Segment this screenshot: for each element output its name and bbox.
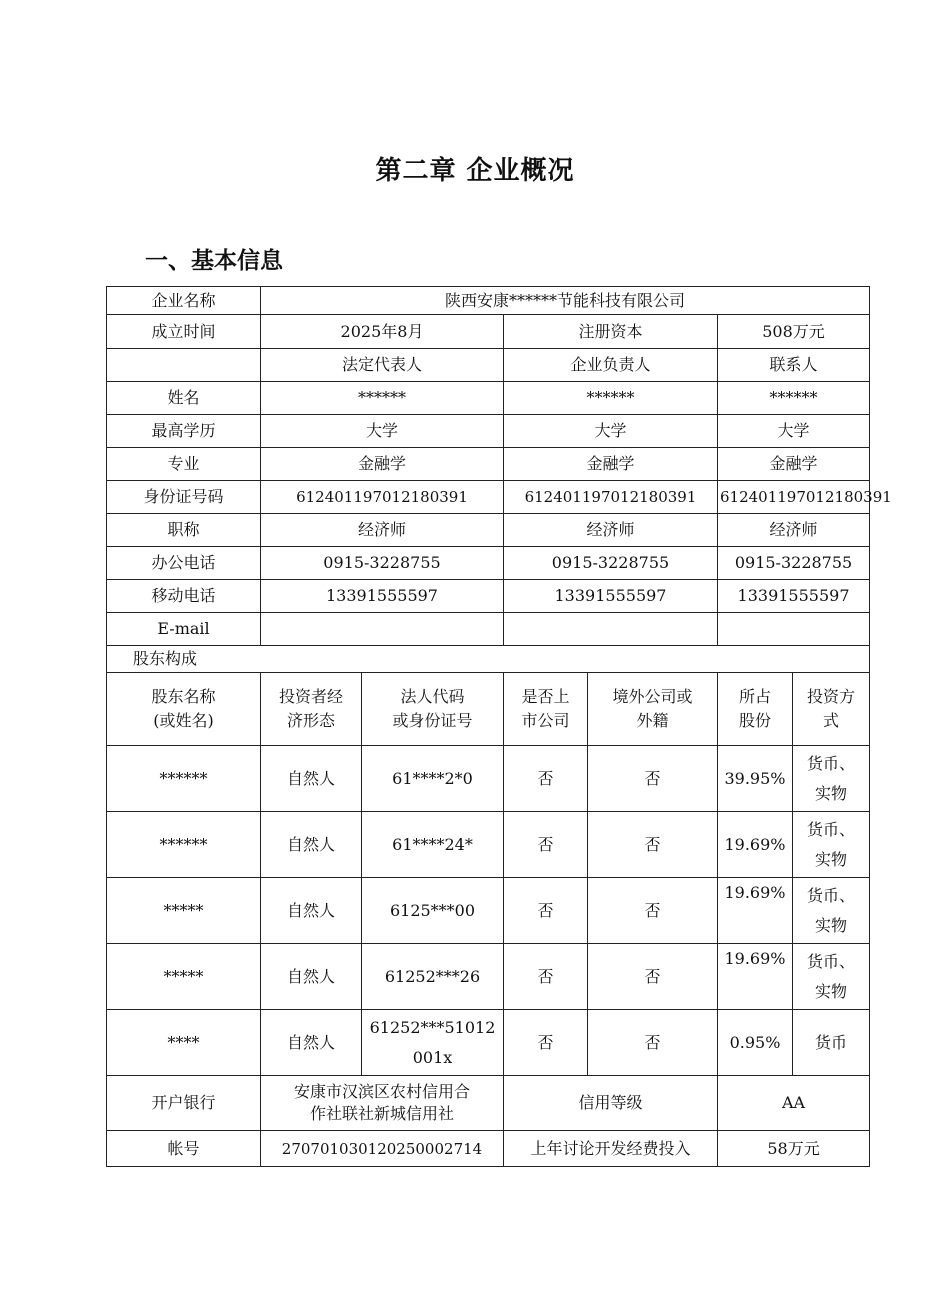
credit-value: AA	[718, 1076, 870, 1131]
contact-cell: 0915-3228755	[718, 547, 870, 580]
contact-cell: ******	[718, 382, 870, 415]
header-legal-rep: 法定代表人	[261, 349, 504, 382]
shareholder-row	[107, 746, 870, 812]
sh-name: ****	[107, 1010, 261, 1076]
sh-header-method: 投资方 式	[793, 673, 870, 746]
people-row-label: 移动电话	[107, 580, 261, 613]
people-header-row	[107, 349, 870, 382]
people-row-label: 姓名	[107, 382, 261, 415]
shareholder-row	[107, 812, 870, 878]
manager-cell: 大学	[504, 415, 718, 448]
sh-foreign: 否	[588, 1010, 718, 1076]
legal-rep-cell: ******	[261, 382, 504, 415]
legal-rep-cell: 13391555597	[261, 580, 504, 613]
bank-row	[107, 1076, 870, 1131]
sh-header-name: 股东名称 (或姓名)	[107, 673, 261, 746]
sh-foreign: 否	[588, 878, 718, 944]
shareholder-section-label: 股东构成	[107, 646, 870, 673]
people-row-label: 专业	[107, 448, 261, 481]
header-contact: 联系人	[718, 349, 870, 382]
sh-share: 0.95%	[718, 1010, 793, 1076]
company-name-value: 陕西安康******节能科技有限公司	[261, 287, 870, 315]
sh-foreign: 否	[588, 746, 718, 812]
sh-listed: 否	[504, 944, 588, 1010]
shareholder-row	[107, 1010, 870, 1076]
contact-cell: 大学	[718, 415, 870, 448]
sh-listed: 否	[504, 1010, 588, 1076]
legal-rep-cell: 经济师	[261, 514, 504, 547]
sh-type: 自然人	[261, 746, 362, 812]
rd-value: 58万元	[718, 1131, 870, 1167]
sh-name: *****	[107, 878, 261, 944]
sh-share: 19.69%	[718, 944, 793, 1010]
people-row	[107, 580, 870, 613]
capital-value: 508万元	[718, 315, 870, 349]
basic-info-table	[106, 286, 892, 1167]
credit-label: 信用等级	[504, 1076, 718, 1131]
manager-cell: 经济师	[504, 514, 718, 547]
sh-header-code: 法人代码 或身份证号	[362, 673, 504, 746]
sh-method: 货币、 实物	[793, 812, 870, 878]
sh-header-listed: 是否上 市公司	[504, 673, 588, 746]
company-name-row	[107, 287, 870, 315]
legal-rep-cell	[261, 613, 504, 646]
legal-rep-cell: 金融学	[261, 448, 504, 481]
sh-method: 货币	[793, 1010, 870, 1076]
people-row-label: 最高学历	[107, 415, 261, 448]
section-title: 一、基本信息	[145, 248, 283, 274]
manager-cell: ******	[504, 382, 718, 415]
manager-cell: 金融学	[504, 448, 718, 481]
manager-cell: 13391555597	[504, 580, 718, 613]
bank-label: 开户银行	[107, 1076, 261, 1131]
sh-method: 货币、 实物	[793, 944, 870, 1010]
sh-foreign: 否	[588, 944, 718, 1010]
account-row	[107, 1131, 870, 1167]
sh-share: 39.95%	[718, 746, 793, 812]
shareholder-section-row	[107, 646, 870, 673]
sh-name: ******	[107, 746, 261, 812]
people-row	[107, 415, 870, 448]
contact-cell: 612401197012180391	[718, 481, 870, 514]
rd-label: 上年讨论开发经费投入	[504, 1131, 718, 1167]
people-row	[107, 382, 870, 415]
sh-method: 货币、 实物	[793, 746, 870, 812]
account-label: 帐号	[107, 1131, 261, 1167]
manager-cell: 612401197012180391	[504, 481, 718, 514]
sh-listed: 否	[504, 878, 588, 944]
people-row-label: 办公电话	[107, 547, 261, 580]
sh-header-type: 投资者经 济形态	[261, 673, 362, 746]
sh-code: 6125***00	[362, 878, 504, 944]
sh-code: 61****24*	[362, 812, 504, 878]
shareholder-row	[107, 878, 870, 944]
sh-method: 货币、 实物	[793, 878, 870, 944]
header-manager: 企业负责人	[504, 349, 718, 382]
chapter-title: 第二章 企业概况	[375, 156, 575, 186]
people-row	[107, 547, 870, 580]
sh-type: 自然人	[261, 812, 362, 878]
sh-type: 自然人	[261, 1010, 362, 1076]
founded-label: 成立时间	[107, 315, 261, 349]
manager-cell	[504, 613, 718, 646]
people-row	[107, 514, 870, 547]
legal-rep-cell: 大学	[261, 415, 504, 448]
contact-cell	[718, 613, 870, 646]
legal-rep-cell: 0915-3228755	[261, 547, 504, 580]
legal-rep-cell: 612401197012180391	[261, 481, 504, 514]
sh-listed: 否	[504, 746, 588, 812]
manager-cell: 0915-3228755	[504, 547, 718, 580]
sh-share: 19.69%	[718, 812, 793, 878]
sh-code: 61****2*0	[362, 746, 504, 812]
sh-share: 19.69%	[718, 878, 793, 944]
shareholder-row	[107, 944, 870, 1010]
sh-foreign: 否	[588, 812, 718, 878]
bank-value: 安康市汉滨区农村信用合 作社联社新城信用社	[261, 1076, 504, 1131]
sh-code: 61252***51012 001x	[362, 1010, 504, 1076]
sh-listed: 否	[504, 812, 588, 878]
people-row	[107, 481, 870, 514]
sh-header-share: 所占 股份	[718, 673, 793, 746]
people-row-label: 职称	[107, 514, 261, 547]
sh-type: 自然人	[261, 878, 362, 944]
people-row	[107, 613, 870, 646]
contact-cell: 金融学	[718, 448, 870, 481]
founded-row	[107, 315, 870, 349]
sh-type: 自然人	[261, 944, 362, 1010]
sh-code: 61252***26	[362, 944, 504, 1010]
contact-cell: 经济师	[718, 514, 870, 547]
sh-header-foreign: 境外公司或 外籍	[588, 673, 718, 746]
people-row	[107, 448, 870, 481]
shareholder-header-row	[107, 673, 870, 746]
people-header-blank	[107, 349, 261, 382]
sh-name: *****	[107, 944, 261, 1010]
founded-value: 2025年8月	[261, 315, 504, 349]
account-value: 27070103012025000271​4	[261, 1131, 504, 1167]
sh-name: ******	[107, 812, 261, 878]
people-row-label: E-mail	[107, 613, 261, 646]
company-name-label: 企业名称	[107, 287, 261, 315]
people-row-label: 身份证号码	[107, 481, 261, 514]
contact-cell: 13391555597	[718, 580, 870, 613]
capital-label: 注册资本	[504, 315, 718, 349]
